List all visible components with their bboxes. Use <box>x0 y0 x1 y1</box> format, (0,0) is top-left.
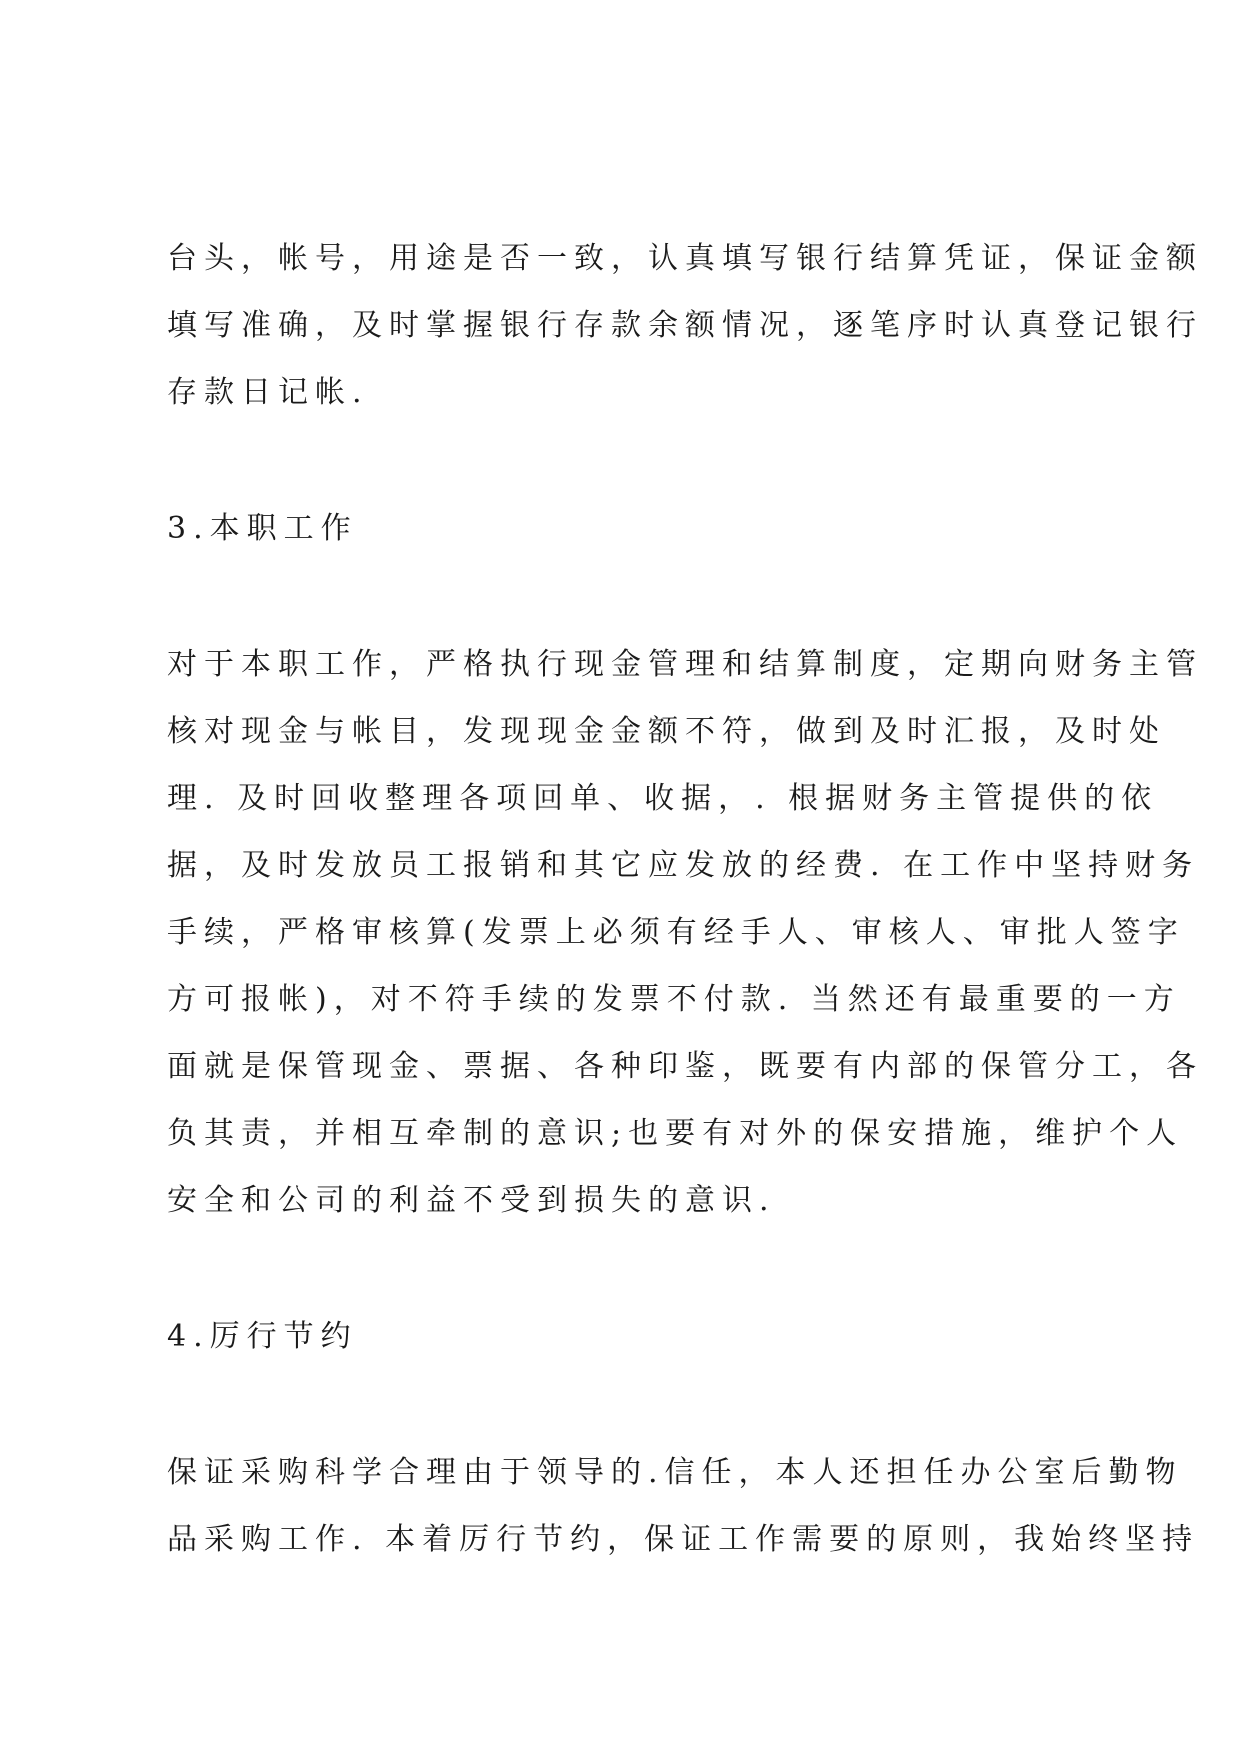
paragraph-gap <box>167 426 1092 495</box>
text-line: 对于本职工作，严格执行现金管理和结算制度，定期向财务主管 <box>167 647 1203 682</box>
text-line: 安全和公司的利益不受到损失的意识. <box>167 1183 776 1218</box>
text-line: 填写准确，及时掌握银行存款余额情况，逐笔序时认真登记银行 <box>167 308 1203 343</box>
text-line: 负其责，并相互牵制的意识;也要有对外的保安措施，维护个人 <box>167 1116 1184 1151</box>
text-line: 方可报帐)，对不符手续的发票不付款. 当然还有最重要的一方 <box>167 982 1181 1017</box>
text-line: 保证采购科学合理由于领导的.信任，本人还担任办公室后勤物 <box>167 1455 1183 1490</box>
paragraph-gap <box>167 1234 1092 1303</box>
paragraph-gap <box>167 1370 1092 1439</box>
section-heading: 4.厉行节约 <box>167 1319 358 1354</box>
text-line: 存款日记帐. <box>167 375 369 410</box>
text-line: 理. 及时回收整理各项回单、收据，. 根据财务主管提供的依 <box>167 781 1159 816</box>
paragraph-gap <box>167 562 1092 631</box>
text-line: 据，及时发放员工报销和其它应发放的经费. 在工作中坚持财务 <box>167 848 1200 883</box>
text-line: 核对现金与帐目，发现现金金额不符，做到及时汇报，及时处 <box>167 714 1166 749</box>
text-line: 手续，严格审核算(发票上必须有经手人、审核人、审批人签字 <box>167 915 1185 950</box>
text-line: 面就是保管现金、票据、各种印鉴，既要有内部的保管分工，各 <box>167 1049 1203 1084</box>
text-line: 品采购工作. 本着厉行节约，保证工作需要的原则，我始终坚持 <box>167 1522 1200 1557</box>
text-line: 台头，帐号，用途是否一致，认真填写银行结算凭证，保证金额 <box>167 241 1203 276</box>
document-body <box>167 225 1203 1573</box>
paragraph <box>167 225 1203 426</box>
paragraph <box>167 1439 1200 1573</box>
paragraph <box>167 631 1203 1234</box>
section-heading: 3.本职工作 <box>167 511 358 546</box>
